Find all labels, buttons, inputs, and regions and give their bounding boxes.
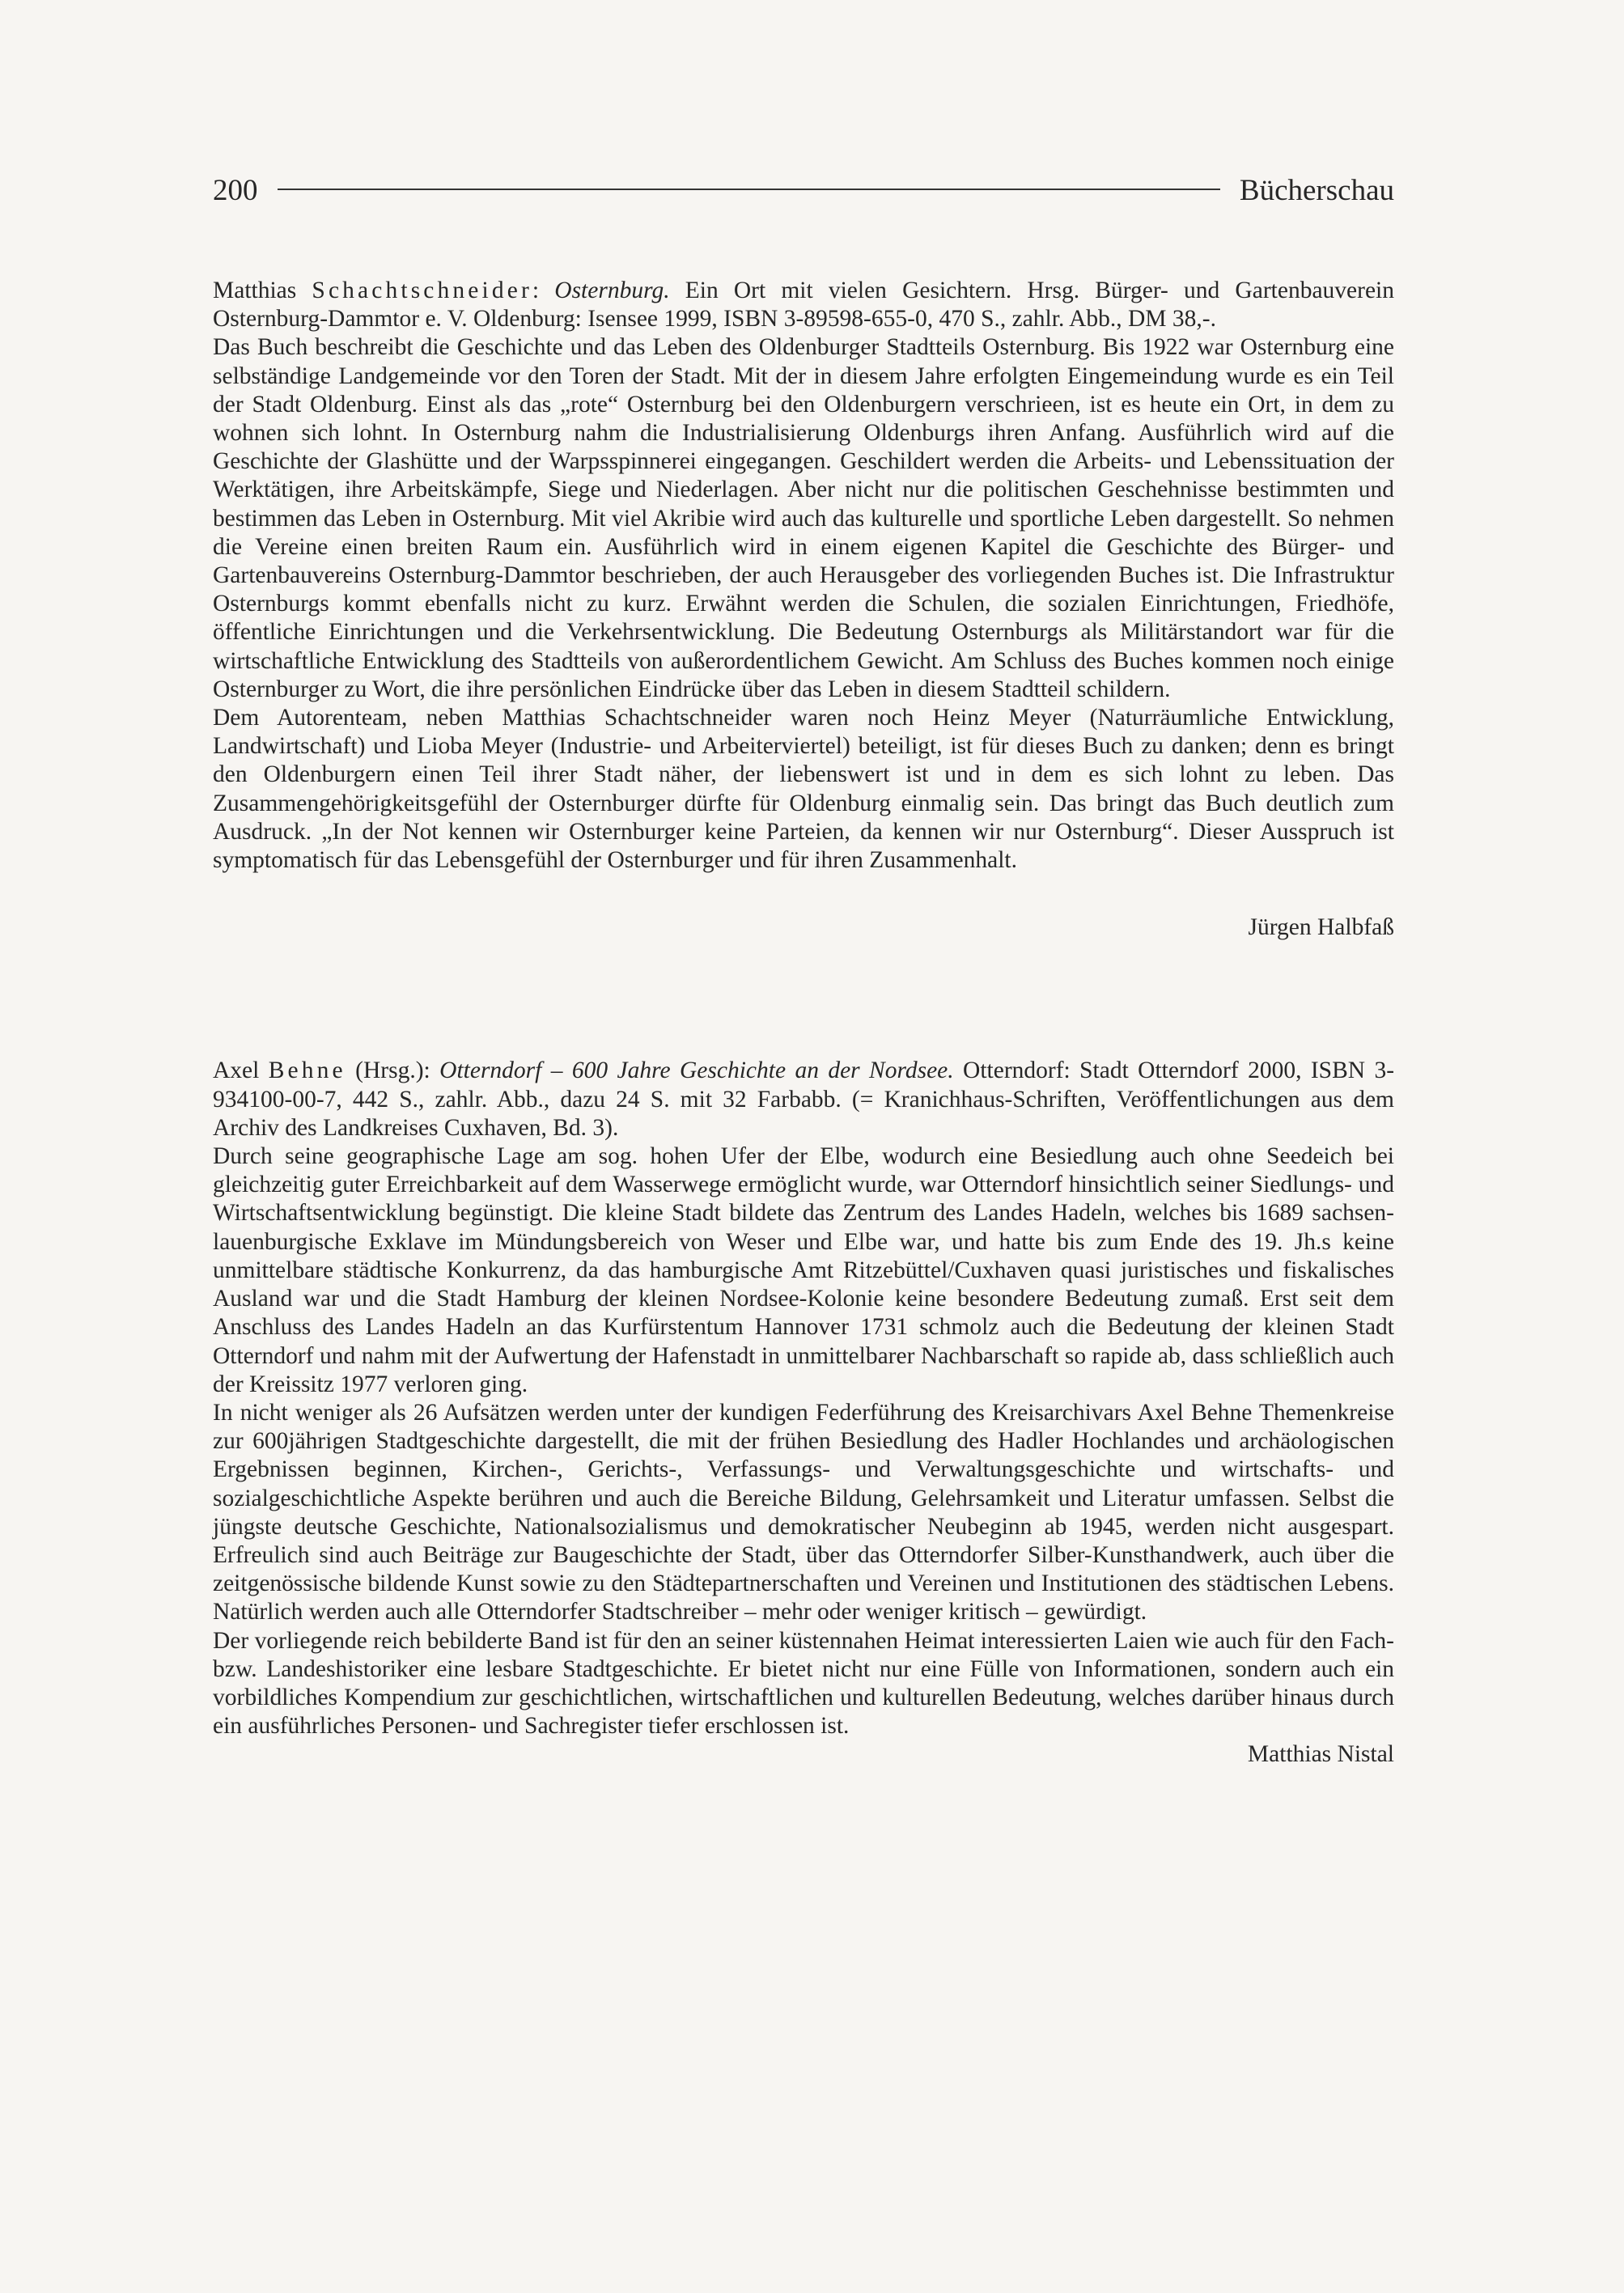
page: [213, 172, 1394, 1770]
review-paragraph: In nicht weniger als 26 Aufsätzen werden unter der kundigen Federführung des Kreisarchivars Axel Behne Themenkreise zur 600jährigen Stadtgeschichte dargestellt, die mit der frühen Besiedlung des Hadler Hochlandes und archäologischen Ergebnissen beginnen, Kirchen-, Gerichts-, Verfassungs- und Verwaltungsgeschichte und wirtschafts- und sozialgeschichtliche Aspekte berühren und auch die Bereiche Bildung, Gelehrsamkeit und Literatur umfassen. Selbst die jüngste deutsche Geschichte, Nationalsozialismus und demokratischer Neubeginn ab 1945, werden nicht ausgespart. Erfreulich sind auch Beiträge zur Baugeschichte der Stadt, über das Otterndorfer Silber-Kunsthandwerk, auch über die zeitgenössische bildende Kunst sowie zu den Städtepartnerschaften und Vereinen und Institutionen des städtischen Lebens. Natürlich werden auch alle Otterndorfer Stadtschreiber – mehr oder weniger kritisch – gewürdigt.: [213, 1399, 1394, 1625]
author-suffix: :: [532, 278, 540, 303]
author-first-name: Matthias: [213, 278, 297, 303]
review-otterndorf: [213, 1057, 1394, 1769]
review-paragraph: Dem Autorenteam, neben Matthias Schachtschneider waren noch Heinz Meyer (Naturräumliche Entwicklung, Landwirtschaft) und Lioba Meyer (Industrie- und Arbeiterviertel) beteiligt, ist für dieses Buch zu danken; denn es bringt den Oldenburgern einen Teil ihrer Stadt näher, der liebenswert ist und in dem es sich lohnt zu leben. Das Zusammengehörigkeitsgefühl der Osternburger dürfte für Oldenburg einmalig sein. Das bringt das Buch deutlich zum Ausdruck. „In der Not kennen wir Osternburger keine Parteien, da kennen wir nur Osternburg“. Dieser Ausspruch ist symptomatisch für das Lebensgefühl der Osternburger und für ihren Zusammenhalt.: [213, 705, 1394, 874]
review-paragraph: Das Buch beschreibt die Geschichte und das Leben des Oldenburger Stadtteils Osternburg. Bis 1922 war Osternburg eine selbständige Landgemeinde vor den Toren der Stadt. Mit der in diesem Jahre erfolgten Eingemeindung wurde es ein Teil der Stadt Oldenburg. Einst als das „rote“ Osternburg bei den Oldenburgern verschrieen, ist es heute ein Ort, in dem zu wohnen sich lohnt. In Osternburg nahm die Industrialisierung Oldenburgs ihren Anfang. Ausführlich wird auf die Geschichte der Glashütte und der Warpsspinnerei eingegangen. Geschildert werden die Arbeits- und Lebenssituation der Werktätigen, ihre Arbeitskämpfe, Siege und Niederlagen. Aber nicht nur die politischen Geschehnisse bestimmten und bestimmen das Leben in Osternburg. Mit viel Akribie wird auch das kulturelle und sportliche Leben dargestellt. So nehmen die Vereine einen breiten Raum ein. Ausführlich wird in einem eigenen Kapitel die Geschichte des Bürger- und Gartenbauvereins Osternburg-Dammtor beschrieben, der auch Herausgeber des vorliegenden Buches ist. Die Infrastruktur Osternburgs kommt ebenfalls nicht zu kurz. Erwähnt werden die Schulen, die sozialen Einrichtungen, Friedhöfe, öffentliche Einrichtungen und die Verkehrsentwicklung. Die Bedeutung Osternburgs als Militärstandort war für die wirtschaftliche Entwicklung des Stadtteils von außerordentlichem Gewicht. Am Schluss des Buches kommen noch einige Osternburger zu Wort, die ihre persönlichen Eindrücke über das Leben in diesem Stadtteil schildern.: [213, 334, 1394, 702]
book-title: Osternburg.: [554, 278, 670, 303]
review-paragraph: Der vorliegende reich bebilderte Band ist für den an seiner küstennahen Heimat interessierten Laien wie auch für den Fach- bzw. Landeshistoriker eine lesbare Stadtgeschichte. Er bietet nicht nur eine Fülle von Informationen, sondern auch ein vorbildliches Kompendium zur geschichtlichen, wirtschaftlichen und kulturellen Bedeutung, welches darüber hinaus durch ein ausführliches Personen- und Sachregister tiefer erschlossen ist.: [213, 1627, 1394, 1740]
page-number: 200: [213, 174, 258, 207]
bibliographic-entry: [213, 277, 1394, 333]
book-title: Otterndorf – 600 Jahre Geschichte an der Nordsee.: [439, 1057, 954, 1084]
author-last-name: Behne: [268, 1057, 346, 1084]
bibliographic-entry: [213, 1057, 1394, 1142]
header-rule: [278, 189, 1220, 190]
bibliographic-details: Otterndorf: Stadt Otterndorf 2000, ISBN 3-934100-00-7, 442 S., zahlr. Abb., dazu 24 S. mit 32 Farbabb. (= Kranichhaus-Schriften, Veröffentlichungen aus dem Archiv des Landkreises Cuxhaven, Bd. 3).: [213, 1057, 1395, 1141]
section-title: Bücherschau: [1239, 174, 1394, 207]
reviewer-signature: Matthias Nistal: [1247, 1741, 1394, 1768]
author-suffix: (Hrsg.):: [346, 1057, 430, 1084]
reviewer-signature: Jürgen Halbfaß: [1248, 914, 1394, 941]
author-first-name: Axel: [213, 1057, 260, 1084]
review-paragraph: Durch seine geographische Lage am sog. hohen Ufer der Elbe, wodurch eine Besiedlung auch ohne Seedeich bei gleichzeitig guter Erreichbarkeit auf dem Wasserwege ermöglicht wurde, war Otterndorf hinsichtlich seiner Siedlungs- und Wirtschaftsentwicklung begünstigt. Die kleine Stadt bildete das Zentrum des Landes Hadeln, welches bis 1689 sachsen-lauenburgische Exklave im Mündungsbereich von Weser und Elbe war, und hatte bis zum Ende des 19. Jh.s keine unmittelbare städtische Konkurrenz, da das hamburgische Amt Ritzebüttel/Cuxhaven quasi juristisches und fiskalisches Ausland war und die Stadt Hamburg der kleinen Nordsee-Kolonie keine besondere Bedeutung zumaß. Erst seit dem Anschluss des Landes Hadeln an das Kurfürstentum Hannover 1731 schmolz auch die Bedeutung der kleinen Stadt Otterndorf und nahm mit der Aufwertung der Hafenstadt in unmittelbarer Nachbarschaft so rapide ab, dass schließlich auch der Kreissitz 1977 verloren ging.: [213, 1143, 1394, 1397]
running-head: [213, 172, 1394, 210]
author-last-name: Schachtschneider: [312, 278, 532, 303]
review-osternburg: [213, 277, 1394, 942]
bibliographic-details: Ein Ort mit vielen Gesichtern. Hrsg. Bürger- und Gartenbauverein Osternburg-Dammtor e. V. Oldenburg: Isensee 1999, ISBN 3-89598-655-0, 470 S., zahlr. Abb., DM 38,-.: [213, 278, 1394, 333]
